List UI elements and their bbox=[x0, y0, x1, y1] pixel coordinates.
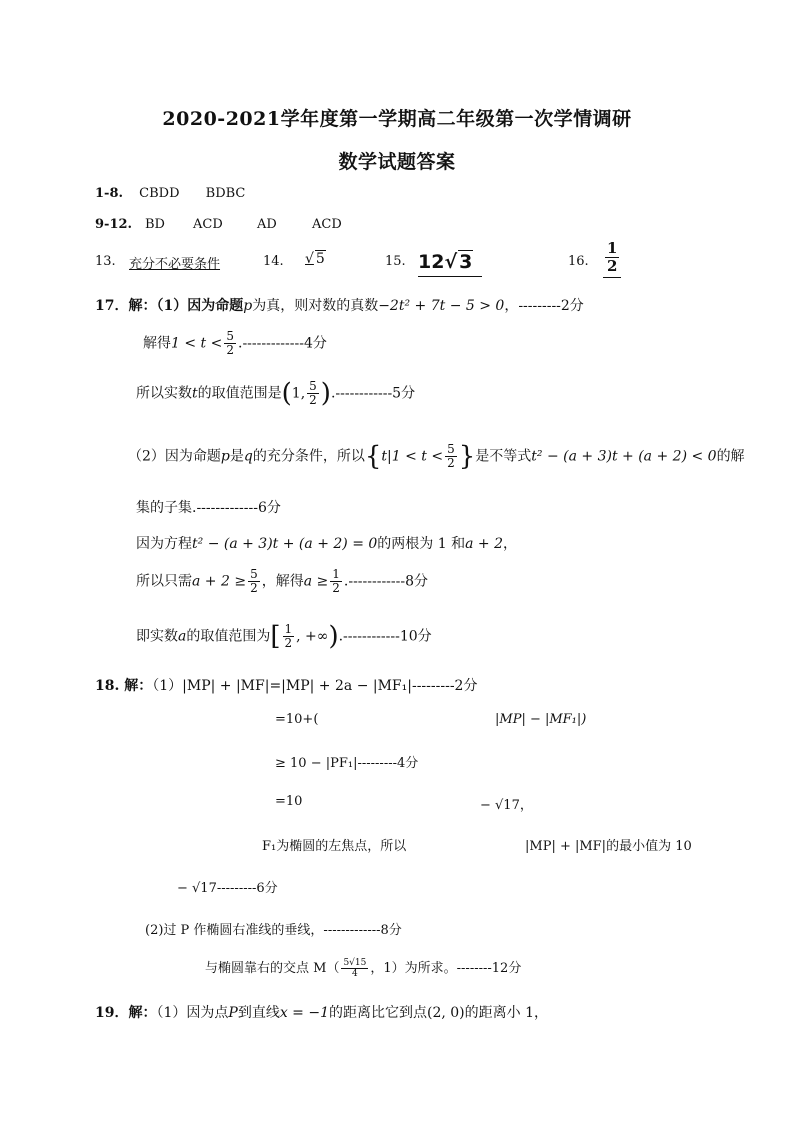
q17-line-6: 因为方程t² − (a + 3)t + (a + 2) = 0的两根为 1 和a + 2， bbox=[136, 536, 517, 552]
page-subtitle: 数学试题答案 bbox=[338, 151, 456, 173]
q18-line-5b: |MP| + |MF|的最小值为 10 bbox=[525, 839, 692, 854]
q16-denominator: 2 bbox=[607, 257, 618, 275]
q17-line-5: 集的子集.-------------6分 bbox=[136, 500, 281, 516]
q16-numerator: 1 bbox=[607, 239, 618, 257]
page-title: 2020-2021学年度第一学期高二年级第一次学情调研 bbox=[162, 108, 632, 130]
answers-row-2-label: 9-12. bbox=[95, 217, 133, 232]
q18-line-3: ≥ 10 − |PF₁|---------4分 bbox=[275, 756, 419, 771]
q15-number: 15. bbox=[385, 254, 406, 269]
q14-number: 14. bbox=[263, 254, 284, 269]
q18-line-6: − √17---------6分 bbox=[177, 881, 278, 896]
q16-answer bbox=[603, 240, 621, 278]
q16-number: 16. bbox=[568, 254, 589, 269]
q17-line-8: 即实数a的取值范围为[ $\frac{1}{2}$ , +∞).------------10分 bbox=[136, 621, 432, 652]
answers-row-2-item: ACD bbox=[312, 217, 342, 232]
q17-line-3: 所以实数t的取值范围是(1, $\frac{5}{2}$ ).------------5分 bbox=[136, 378, 416, 409]
q17-line-4: （2）因为命题p是q的充分条件，所以{t|1 < t < $\frac{5}{2}$ }是不等式t² − (a + 3)t + (a + 2) < 0的解 bbox=[128, 441, 745, 472]
q19-line-1: 19．解：（1）因为点P到直线x = −1的距离比它到点(2, 0)的距离小 1， bbox=[95, 1005, 548, 1021]
q18-line-5a: F₁为椭圆的左焦点，所以 bbox=[262, 839, 407, 854]
q18-line-7: (2)过 P 作椭圆右准线的垂线，-------------8分 bbox=[145, 923, 402, 938]
q14-radicand: 5 bbox=[315, 251, 325, 267]
answers-row-2-item: AD bbox=[257, 217, 277, 232]
q19-label: 19．解： bbox=[95, 1005, 157, 1021]
answers-row-1 bbox=[95, 186, 245, 201]
q18-line-2a: =10+( bbox=[275, 712, 319, 727]
answers-row-2-item: ACD bbox=[193, 217, 223, 232]
q18-label: 18. 解： bbox=[95, 678, 153, 694]
q18-line-4b: − √17， bbox=[480, 798, 533, 813]
q17-line-7: 所以只需a + 2 ≥ $\frac{5}{2}$ ，解得a ≥ $\frac{1}{2}$ .------------8分 bbox=[136, 567, 429, 595]
answers-row-1-b: BDBC bbox=[205, 186, 246, 201]
q18-line-2b: |MP| − |MF₁|) bbox=[495, 712, 587, 727]
answers-row-1-a: CBDD bbox=[139, 186, 180, 201]
q17-line-2: 解得1 < t < $\frac{5}{2}$ .-------------4分 bbox=[143, 329, 327, 357]
answers-row-2 bbox=[95, 217, 132, 232]
q14-answer: √ 5 bbox=[305, 251, 325, 267]
q13-answer: 充分不必要条件 bbox=[129, 257, 221, 272]
q18-line-8: 与椭圆靠右的交点 M（ $\frac{5√15}{4}$ ，1）为所求。--------12分 bbox=[205, 958, 522, 979]
q15-coefficient: 12 bbox=[418, 251, 445, 273]
q18-line-4a: =10 bbox=[275, 794, 303, 809]
q17-line-1: 17．解：（1）因为命题p为真，则对数的真数−2t² + 7t − 5 > 0，---------2分 bbox=[95, 298, 584, 314]
q18-line-1: 18. 解：（1）|MP| + |MF|=|MP| + 2a − |MF₁|---------2分 bbox=[95, 678, 478, 694]
q17-label: 17．解： bbox=[95, 298, 157, 314]
q15-radicand: 3 bbox=[459, 251, 473, 273]
q15-answer: 12√ 3 bbox=[418, 250, 482, 277]
q13-number: 13. bbox=[95, 254, 116, 269]
answers-row-2-item: BD bbox=[145, 217, 165, 232]
answers-row-1-label: 1-8. bbox=[95, 186, 124, 201]
